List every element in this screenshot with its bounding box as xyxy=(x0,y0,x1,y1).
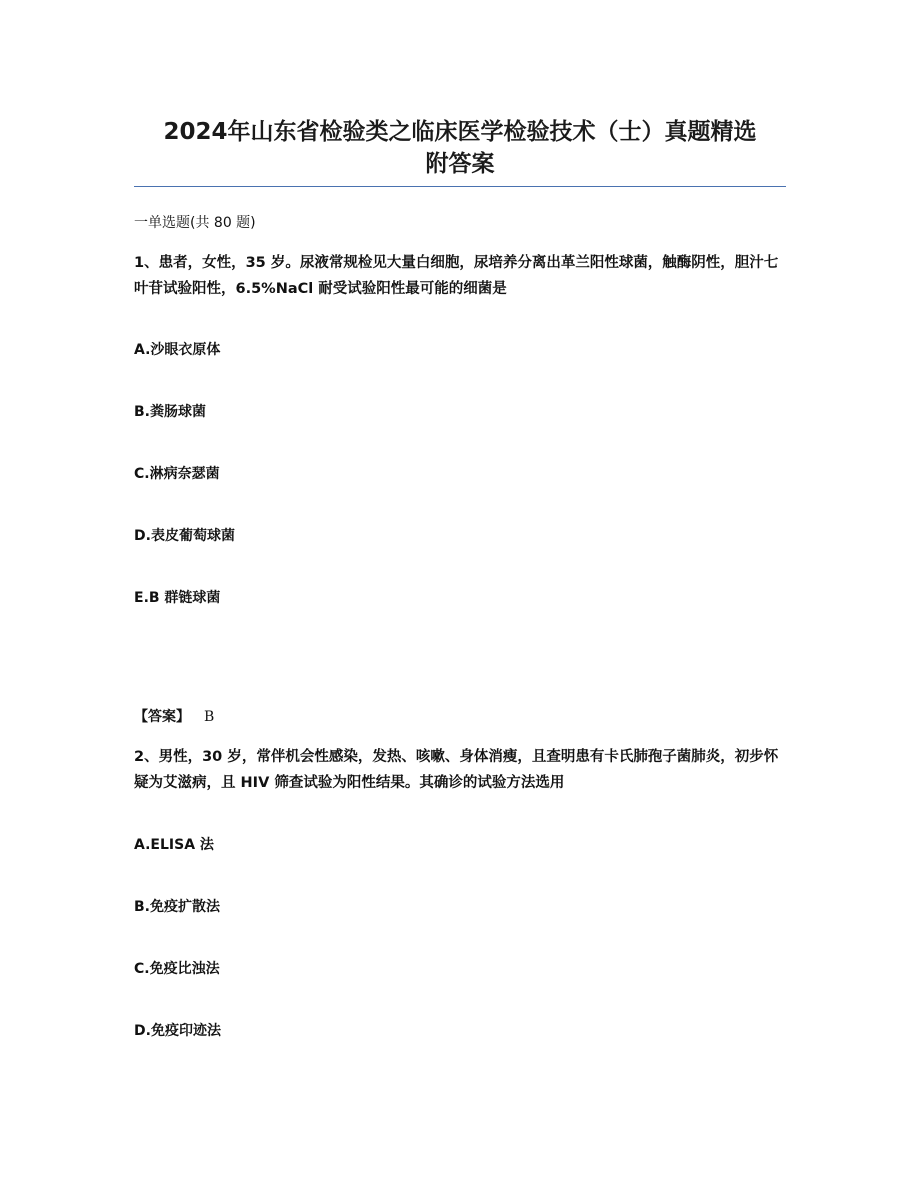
question-2-text: 2、男性，30 岁，常伴机会性感染，发热、咳嗽、身体消瘦，且查明患有卡氏肺孢子菌肺炎，初步怀疑为艾滋病，且 HIV 筛查试验为阳性结果。其确诊的试验方法选用 xyxy=(134,749,779,791)
answer-value: B xyxy=(204,709,215,725)
question-2-option-c: C.免疫比浊法 xyxy=(134,961,220,977)
question-2-option-d: D.免疫印迹法 xyxy=(134,1023,221,1039)
title-line-1: 2024年山东省检验类之临床医学检验技术（士）真题精选 xyxy=(163,119,757,145)
question-1-option-d: D.表皮葡萄球菌 xyxy=(134,528,235,544)
title-line-2: 附答案 xyxy=(425,151,495,177)
question-1-option-b: B.粪肠球菌 xyxy=(134,404,206,420)
title-divider xyxy=(134,186,786,187)
question-2-option-b: B.免疫扩散法 xyxy=(134,899,220,915)
answer-label: 【答案】 xyxy=(134,709,190,725)
question-1-option-e: E.B 群链球菌 xyxy=(134,590,221,606)
section-label: 一单选题(共 80 题) xyxy=(134,215,256,231)
question-2-option-a: A.ELISA 法 xyxy=(134,837,214,853)
question-1-text: 1、患者，女性，35 岁。尿液常规检见大量白细胞，尿培养分离出革兰阳性球菌，触酶阴性，胆汁七叶苷试验阳性，6.5%NaCl 耐受试验阳性最可能的细菌是 xyxy=(134,255,779,297)
question-1-option-a: A.沙眼衣原体 xyxy=(134,342,221,358)
question-1-option-c: C.淋病奈瑟菌 xyxy=(134,466,220,482)
document-title xyxy=(134,116,786,180)
question-1-answer xyxy=(134,706,214,728)
